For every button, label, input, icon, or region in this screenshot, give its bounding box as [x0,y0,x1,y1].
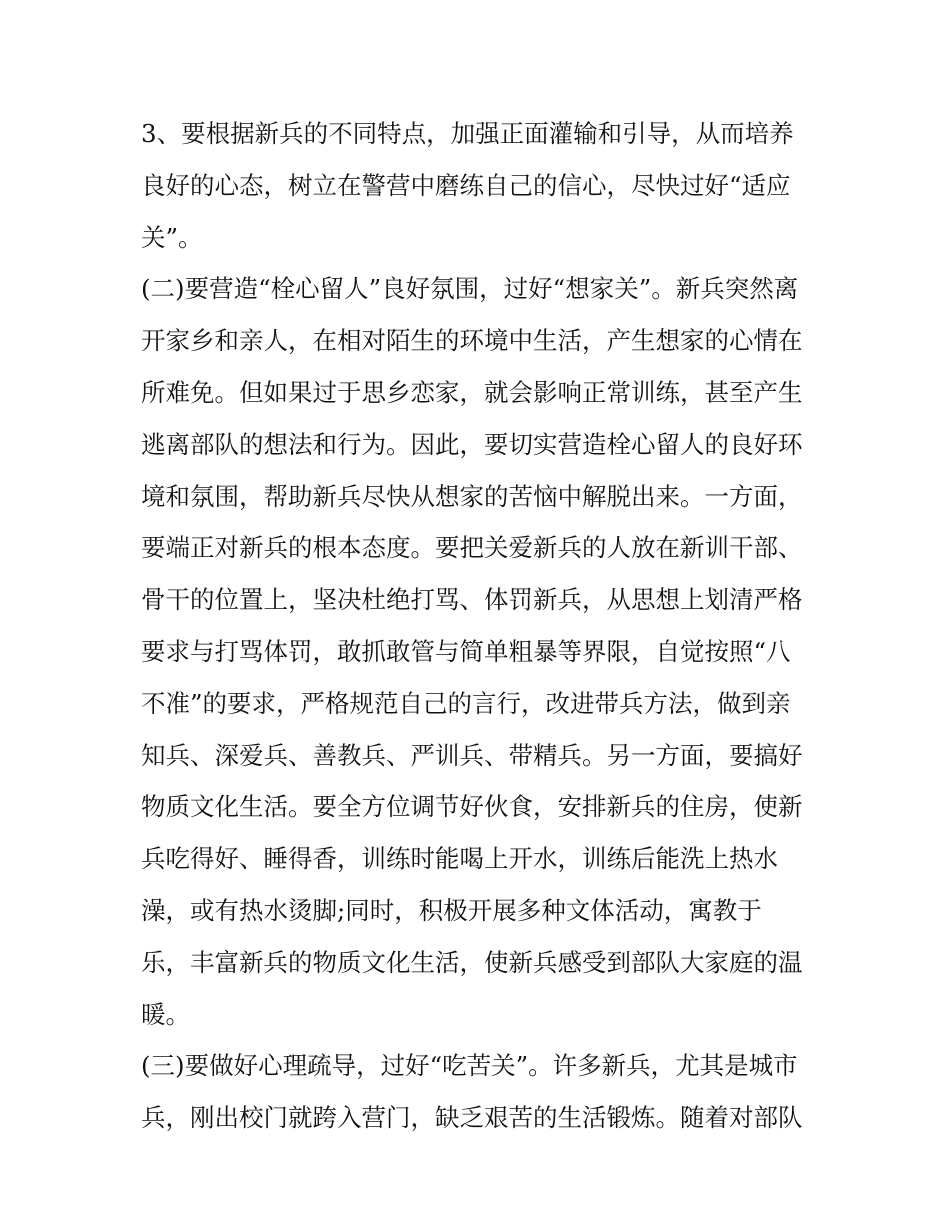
text-line: 要求与打骂体罚，敢抓敢管与简单粗暴等界限，自觉按照“八 [141,636,791,666]
text-line: 不准”的要求，严格规范自己的言行，改进带兵方法，做到亲 [141,688,791,718]
text-line: (二)要营造“栓心留人”良好氛围，过好“想家关”。新兵突然离 [141,274,799,304]
text-line: 要端正对新兵的根本态度。要把关爱新兵的人放在新训干部、 [141,533,803,563]
text-line: 所难免。但如果过于思乡恋家，就会影响正常训练，甚至产生 [141,377,803,407]
text-line: 关”。 [141,222,203,252]
text-line: 境和氛围，帮助新兵尽快从想家的苦恼中解脱出来。一方面， [141,481,803,511]
text-line: 澡，或有热水烫脚;同时，积极开展多种文体活动，寓教于 [141,895,762,925]
body-text [141,108,821,1144]
text-line: 骨干的位置上，坚决杜绝打骂、体罚新兵，从思想上划清严格 [141,585,803,615]
text-line: 3、要根据新兵的不同特点，加强正面灌输和引导，从而培养 [141,119,794,148]
text-line: 兵吃得好、睡得香，训练时能喝上开水，训练后能洗上热水 [141,844,778,874]
text-line: 开家乡和亲人，在相对陌生的环境中生活，产生想家的心情在 [141,326,803,356]
text-line: 逃离部队的想法和行为。因此，要切实营造栓心留人的良好环 [141,429,803,459]
text-line: 知兵、深爱兵、善教兵、严训兵、带精兵。另一方面，要搞好 [141,740,803,770]
text-line: 乐，丰富新兵的物质文化生活，使新兵感受到部队大家庭的温 [141,947,803,977]
text-line: 暖。 [141,999,190,1029]
text-line: 兵，刚出校门就跨入营门，缺乏艰苦的生活锻炼。随着对部队 [141,1103,803,1133]
text-line: 良好的心态，树立在警营中磨练自己的信心，尽快过好“适应 [141,170,791,200]
text-line: (三)要做好心理疏导，过好“吃苦关”。许多新兵，尤其是城市 [141,1051,798,1081]
text-line: 物质文化生活。要全方位调节好伙食，安排新兵的住房，使新 [141,792,803,822]
